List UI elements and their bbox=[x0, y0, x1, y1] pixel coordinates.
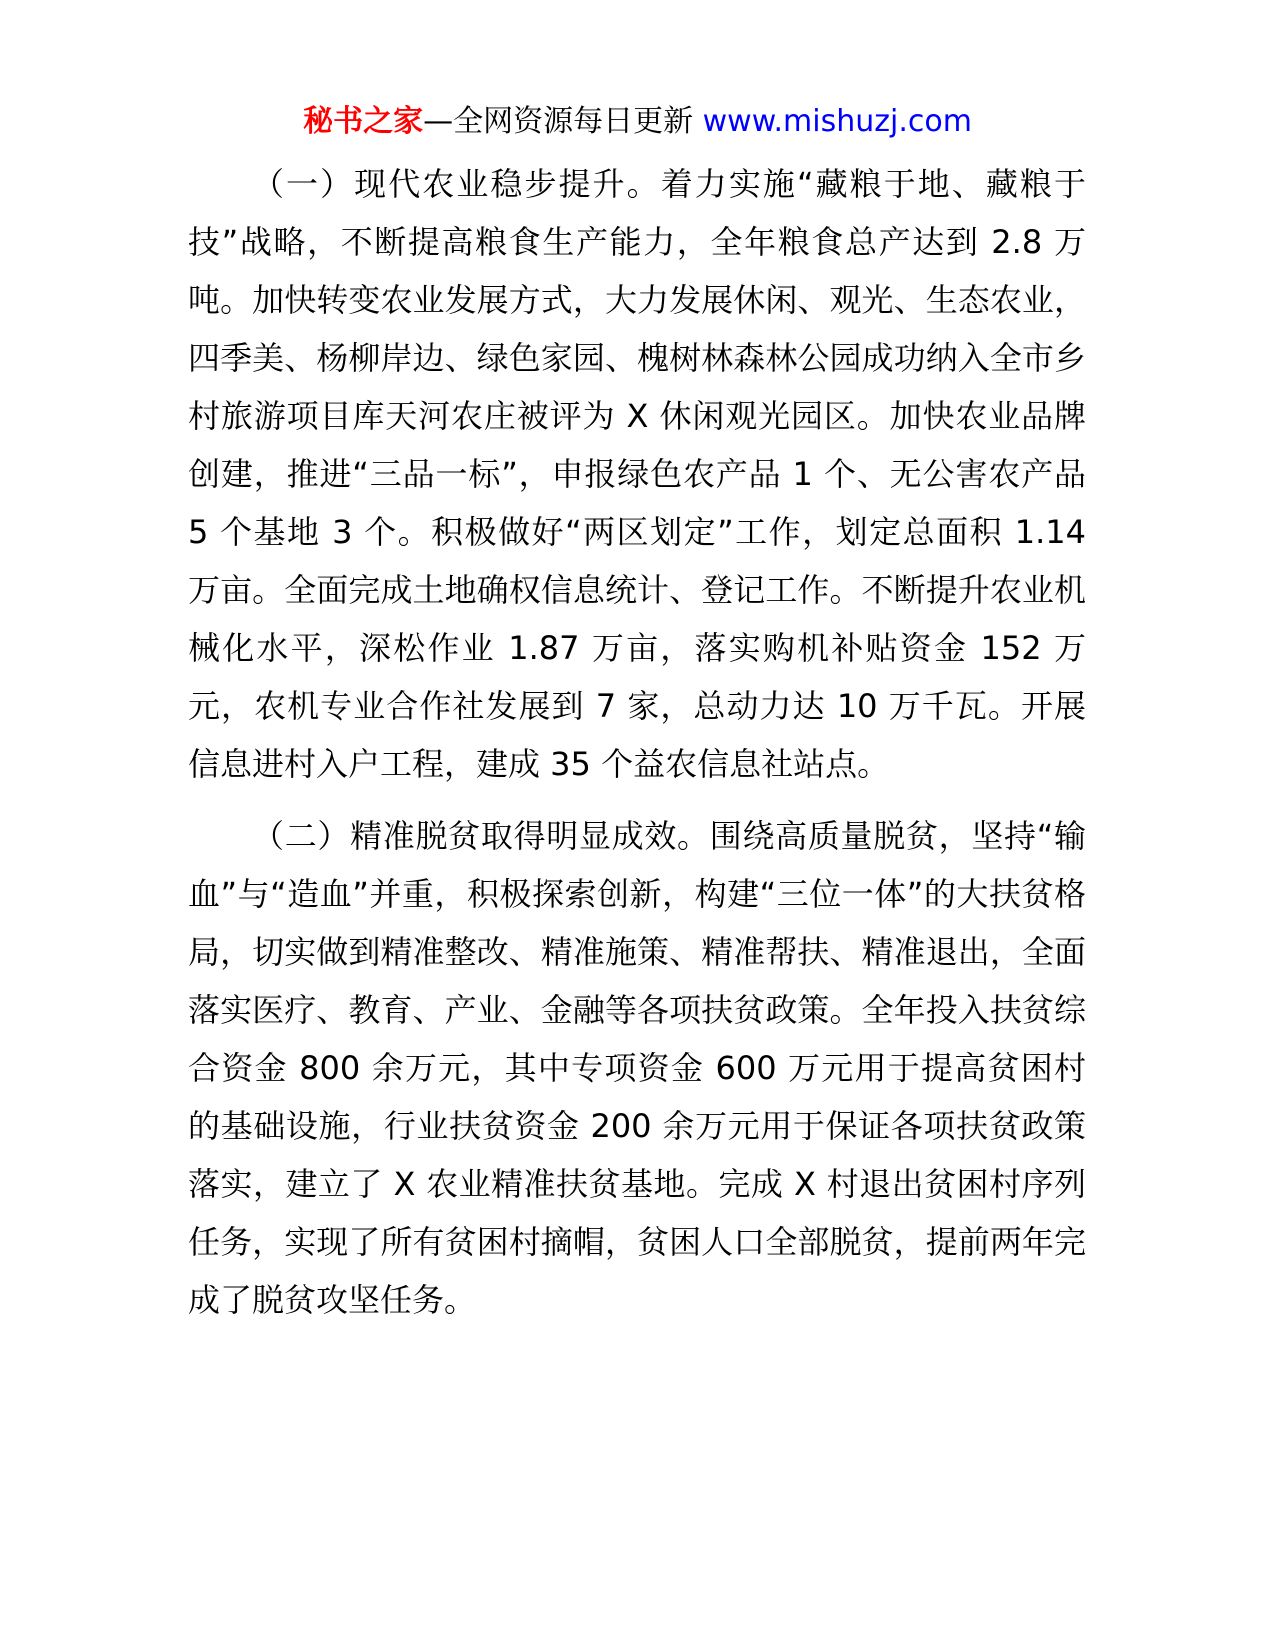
paragraph-poverty-alleviation: （二）精准脱贫取得明显成效。围绕高质量脱贫，坚持“输血”与“造血”并重，积极探索创新，构建“三位一体”的大扶贫格局，切实做到精准整改、精准施策、精准帮扶、精准退出，全面落实医疗、教育、产业、金融等各项扶贫政策。全年投入扶贫综合资金 800 余万元，其中专项资金 600 万元用于提高贫困村的基础设施，行业扶贫资金 200 余万元用于保证各项扶贫政策落实，建立了 X 农业精准扶贫基地。完成 X 村退出贫困村序列任务，实现了所有贫困村摘帽，贫困人口全部脱贫，提前两年完成了脱贫攻坚任务。 bbox=[188, 817, 1086, 1319]
page-header bbox=[0, 100, 1275, 144]
site-brand: 秘书之家 bbox=[303, 104, 424, 139]
document-body bbox=[188, 155, 1086, 1329]
site-tagline: —全网资源每日更新 bbox=[423, 104, 703, 139]
paragraph-agriculture: （一）现代农业稳步提升。着力实施“藏粮于地、藏粮于技”战略，不断提高粮食生产能力，全年粮食总产达到 2.8 万吨。加快转变农业发展方式，大力发展休闲、观光、生态农业，四季美、杨柳岸边、绿色家园、槐树林森林公园成功纳入全市乡村旅游项目库天河农庄被评为 X 休闲观光园区。加快农业品牌创建，推进“三品一标”，申报绿色农产品 1 个、无公害农产品 5 个基地 3 个。积极做好“两区划定”工作，划定总面积 1.14 万亩。全面完成土地确权信息统计、登记工作。不断提升农业机械化水平，深松作业 1.87 万亩，落实购机补贴资金 152 万元，农机专业合作社发展到 7 家，总动力达 10 万千瓦。开展信息进村入户工程，建成 35 个益农信息社站点。 bbox=[188, 165, 1086, 783]
site-url-link[interactable]: www.mishuzj.com bbox=[702, 104, 972, 139]
